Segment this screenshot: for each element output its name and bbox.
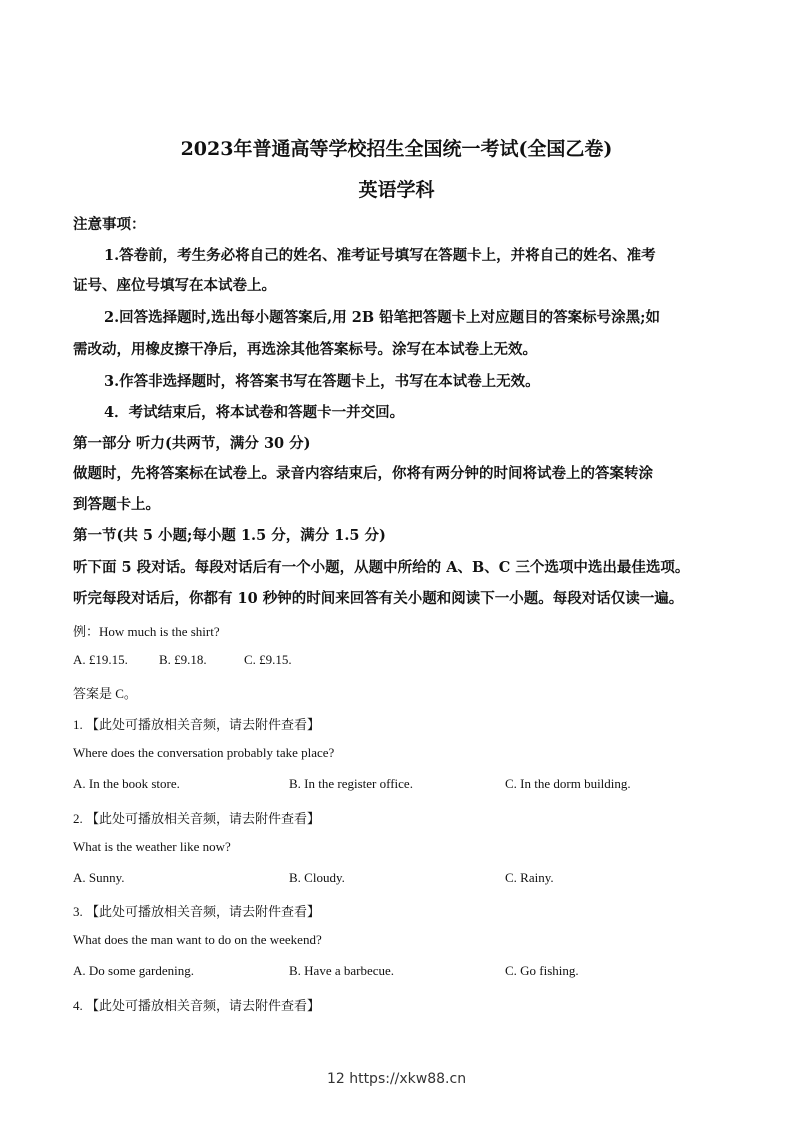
question-2-option-c: C. Rainy. — [505, 870, 554, 885]
page-footer: 12 https://xkw88.cn — [326, 1071, 467, 1087]
question-1-option-b: B. In the register office. — [289, 776, 413, 791]
notice-item-3: 3.作答非选择题时，将答案书写在答题卡上，书写在本试卷上无效。 — [104, 373, 540, 390]
question-1-audio[interactable]: 1. 【此处可播放相关音频，请去附件查看】 — [73, 717, 321, 732]
exam-title: 2023年普通高等学校招生全国统一考试(全国乙卷) — [180, 138, 613, 160]
notice-item-4: 4．考试结束后，将本试卷和答题卡一并交回。 — [104, 404, 405, 421]
question-3-audio[interactable]: 3. 【此处可播放相关音频，请去附件查看】 — [73, 904, 321, 919]
section1-line-1: 听下面 5 段对话。每段对话后有一个小题，从题中所给的 A、B、C 三个选项中选出最佳选项。 — [73, 559, 690, 576]
example-option-a: A. £19.15. — [73, 652, 128, 667]
question-3-option-b: B. Have a barbecue. — [289, 963, 395, 978]
question-2-option-a: A. Sunny. — [73, 870, 125, 885]
question-1-text: Where does the conversation probably take place? — [73, 745, 335, 760]
example-answer: 答案是 C。 — [73, 686, 137, 701]
question-3-text: What does the man want to do on the weekend? — [73, 932, 322, 947]
example-option-b: B. £9.18. — [159, 652, 207, 667]
question-3-option-a: A. Do some gardening. — [73, 963, 194, 978]
question-1-option-c: C. In the dorm building. — [505, 776, 631, 791]
question-2-option-b: B. Cloudy. — [289, 870, 345, 885]
notice-heading: 注意事项： — [73, 216, 146, 233]
question-2-audio[interactable]: 2. 【此处可播放相关音频，请去附件查看】 — [73, 811, 321, 826]
part1-heading: 第一部分 听力(共两节，满分 30 分) — [73, 435, 311, 452]
question-1-option-a: A. In the book store. — [73, 776, 180, 791]
notice-item-2-line-1: 2.回答选择题时,选出每小题答案后,用 2B 铅笔把答题卡上对应题目的答案标号涂黑;如 — [104, 309, 661, 326]
section1-heading: 第一节(共 5 小题;每小题 1.5 分，满分 1.5 分) — [73, 527, 386, 544]
section1-line-2: 听完每段对话后，你都有 10 秒钟的时间来回答有关小题和阅读下一小题。每段对话仅读一遍。 — [73, 590, 684, 607]
notice-item-1-line-1: 1.答卷前，考生务必将自己的姓名、准考证号填写在答题卡上，并将自己的姓名、准考 — [104, 247, 656, 264]
part1-intro-line-2: 到答题卡上。 — [73, 496, 160, 513]
question-3-option-c: C. Go fishing. — [505, 963, 579, 978]
question-4-audio[interactable]: 4. 【此处可播放相关音频，请去附件查看】 — [73, 998, 321, 1013]
example-option-c: C. £9.15. — [244, 652, 292, 667]
notice-item-1-line-2: 证号、座位号填写在本试卷上。 — [73, 277, 276, 294]
example-question: 例：How much is the shirt? — [73, 624, 220, 639]
part1-intro-line-1: 做题时，先将答案标在试卷上。录音内容结束后，你将有两分钟的时间将试卷上的答案转涂 — [73, 465, 653, 482]
question-2-text: What is the weather like now? — [73, 839, 231, 854]
notice-item-2-line-2: 需改动，用橡皮擦干净后，再选涂其他答案标号。涂写在本试卷上无效。 — [73, 341, 537, 358]
subject-title: 英语学科 — [358, 179, 435, 201]
